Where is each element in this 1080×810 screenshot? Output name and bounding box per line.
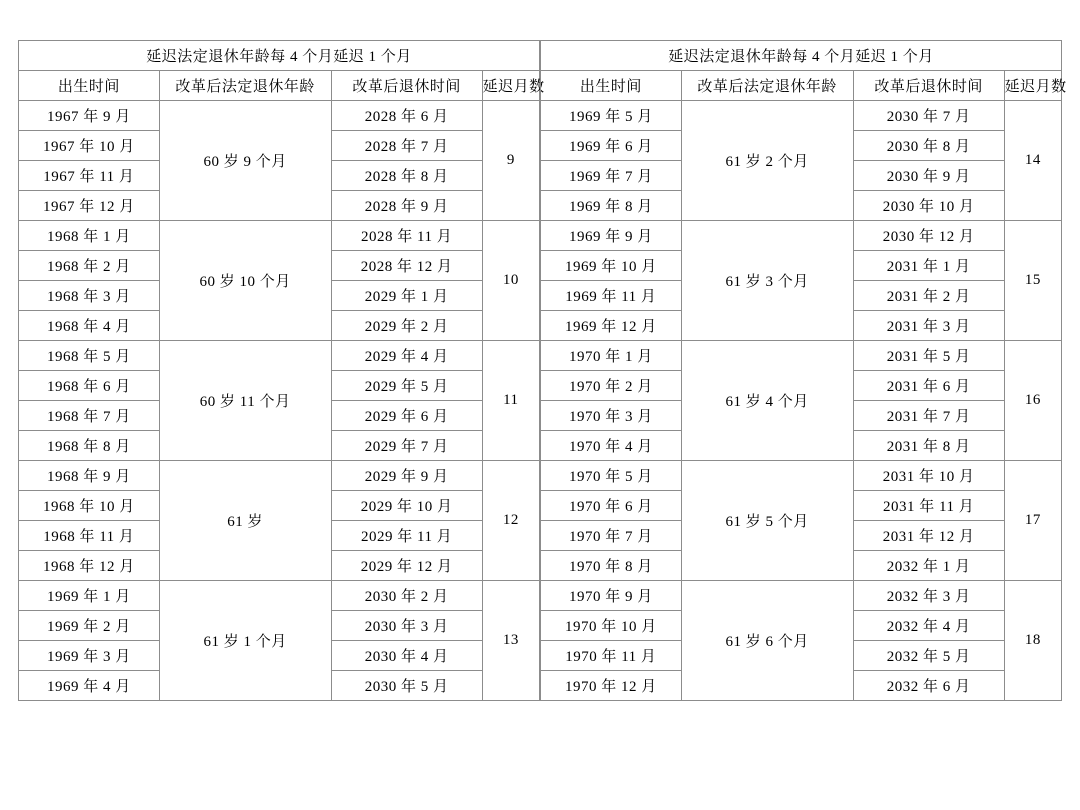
cell-birth: 1967 年 12 月 — [19, 191, 160, 221]
cell-retire: 2030 年 3 月 — [331, 611, 482, 641]
cell-retire: 2031 年 5 月 — [853, 341, 1004, 371]
cell-retire: 2031 年 7 月 — [853, 401, 1004, 431]
cell-retire: 2029 年 5 月 — [331, 371, 482, 401]
cell-delay: 15 — [1004, 221, 1061, 341]
cell-age: 60 岁 11 个月 — [159, 341, 331, 461]
table-header-row — [541, 71, 1062, 101]
cell-birth: 1970 年 1 月 — [541, 341, 682, 371]
cell-age: 61 岁 — [159, 461, 331, 581]
table-row — [19, 581, 540, 611]
cell-age: 61 岁 2 个月 — [681, 101, 853, 221]
cell-retire: 2032 年 4 月 — [853, 611, 1004, 641]
table-row — [541, 581, 1062, 611]
cell-age: 61 岁 5 个月 — [681, 461, 853, 581]
cell-retire: 2032 年 5 月 — [853, 641, 1004, 671]
cell-birth: 1970 年 2 月 — [541, 371, 682, 401]
schedule-table-right-container — [540, 40, 1067, 796]
cell-age: 60 岁 10 个月 — [159, 221, 331, 341]
cell-retire: 2029 年 11 月 — [331, 521, 482, 551]
cell-retire: 2031 年 12 月 — [853, 521, 1004, 551]
cell-retire: 2029 年 4 月 — [331, 341, 482, 371]
cell-retire: 2030 年 5 月 — [331, 671, 482, 701]
cell-birth: 1969 年 11 月 — [541, 281, 682, 311]
cell-delay: 16 — [1004, 341, 1061, 461]
cell-delay: 14 — [1004, 101, 1061, 221]
cell-birth: 1969 年 2 月 — [19, 611, 160, 641]
cell-retire: 2031 年 8 月 — [853, 431, 1004, 461]
cell-retire: 2031 年 10 月 — [853, 461, 1004, 491]
cell-retire: 2028 年 9 月 — [331, 191, 482, 221]
cell-retire: 2029 年 10 月 — [331, 491, 482, 521]
column-header-retire: 改革后退休时间 — [853, 71, 1004, 101]
cell-retire: 2032 年 1 月 — [853, 551, 1004, 581]
table-row — [541, 341, 1062, 371]
cell-birth: 1968 年 1 月 — [19, 221, 160, 251]
cell-age: 61 岁 6 个月 — [681, 581, 853, 701]
cell-birth: 1968 年 4 月 — [19, 311, 160, 341]
cell-birth: 1969 年 1 月 — [19, 581, 160, 611]
table-row — [541, 221, 1062, 251]
cell-retire: 2028 年 6 月 — [331, 101, 482, 131]
cell-birth: 1969 年 8 月 — [541, 191, 682, 221]
cell-retire: 2029 年 12 月 — [331, 551, 482, 581]
cell-retire: 2030 年 12 月 — [853, 221, 1004, 251]
cell-birth: 1968 年 9 月 — [19, 461, 160, 491]
table-row — [19, 221, 540, 251]
cell-birth: 1970 年 5 月 — [541, 461, 682, 491]
table-row — [19, 461, 540, 491]
cell-birth: 1968 年 11 月 — [19, 521, 160, 551]
cell-birth: 1969 年 12 月 — [541, 311, 682, 341]
cell-birth: 1969 年 5 月 — [541, 101, 682, 131]
cell-retire: 2029 年 6 月 — [331, 401, 482, 431]
cell-age: 61 岁 4 个月 — [681, 341, 853, 461]
column-header-delay: 延迟月数 — [1004, 71, 1061, 101]
cell-birth: 1967 年 11 月 — [19, 161, 160, 191]
cell-retire: 2029 年 1 月 — [331, 281, 482, 311]
cell-retire: 2030 年 4 月 — [331, 641, 482, 671]
cell-retire: 2032 年 6 月 — [853, 671, 1004, 701]
cell-retire: 2032 年 3 月 — [853, 581, 1004, 611]
cell-birth: 1970 年 9 月 — [541, 581, 682, 611]
column-header-birth: 出生时间 — [19, 71, 160, 101]
cell-birth: 1969 年 7 月 — [541, 161, 682, 191]
cell-birth: 1970 年 12 月 — [541, 671, 682, 701]
cell-retire: 2029 年 7 月 — [331, 431, 482, 461]
cell-birth: 1968 年 10 月 — [19, 491, 160, 521]
cell-retire: 2030 年 8 月 — [853, 131, 1004, 161]
cell-birth: 1969 年 10 月 — [541, 251, 682, 281]
cell-retire: 2028 年 8 月 — [331, 161, 482, 191]
table-title-row — [19, 41, 540, 71]
cell-retire: 2030 年 9 月 — [853, 161, 1004, 191]
cell-delay: 18 — [1004, 581, 1061, 701]
cell-retire: 2030 年 10 月 — [853, 191, 1004, 221]
table-title: 延迟法定退休年龄每 4 个月延迟 1 个月 — [19, 41, 540, 71]
cell-retire: 2031 年 11 月 — [853, 491, 1004, 521]
cell-birth: 1970 年 11 月 — [541, 641, 682, 671]
cell-birth: 1969 年 6 月 — [541, 131, 682, 161]
schedule-table-right — [540, 40, 1067, 701]
cell-birth: 1968 年 7 月 — [19, 401, 160, 431]
cell-retire: 2029 年 2 月 — [331, 311, 482, 341]
cell-birth: 1970 年 8 月 — [541, 551, 682, 581]
cell-birth: 1968 年 6 月 — [19, 371, 160, 401]
column-header-age: 改革后法定退休年龄 — [681, 71, 853, 101]
table-body-left — [19, 101, 540, 701]
schedule-table-left-container — [18, 40, 545, 796]
cell-age: 60 岁 9 个月 — [159, 101, 331, 221]
table-row — [541, 461, 1062, 491]
schedule-table-left — [18, 40, 545, 701]
table-title-row — [541, 41, 1062, 71]
cell-birth: 1969 年 3 月 — [19, 641, 160, 671]
cell-birth: 1967 年 9 月 — [19, 101, 160, 131]
table-body-right — [541, 101, 1062, 701]
cell-retire: 2028 年 11 月 — [331, 221, 482, 251]
cell-retire: 2028 年 7 月 — [331, 131, 482, 161]
cell-retire: 2031 年 6 月 — [853, 371, 1004, 401]
table-header-row — [19, 71, 540, 101]
cell-birth: 1968 年 2 月 — [19, 251, 160, 281]
table-row — [19, 101, 540, 131]
column-header-age: 改革后法定退休年龄 — [159, 71, 331, 101]
cell-birth: 1968 年 3 月 — [19, 281, 160, 311]
cell-age: 61 岁 3 个月 — [681, 221, 853, 341]
cell-birth: 1968 年 8 月 — [19, 431, 160, 461]
cell-birth: 1968 年 5 月 — [19, 341, 160, 371]
cell-retire: 2031 年 1 月 — [853, 251, 1004, 281]
cell-retire: 2031 年 3 月 — [853, 311, 1004, 341]
cell-birth: 1970 年 4 月 — [541, 431, 682, 461]
cell-birth: 1970 年 10 月 — [541, 611, 682, 641]
cell-retire: 2031 年 2 月 — [853, 281, 1004, 311]
column-header-retire: 改革后退休时间 — [331, 71, 482, 101]
cell-retire: 2030 年 7 月 — [853, 101, 1004, 131]
cell-birth: 1970 年 6 月 — [541, 491, 682, 521]
cell-retire: 2029 年 9 月 — [331, 461, 482, 491]
cell-birth: 1970 年 7 月 — [541, 521, 682, 551]
cell-birth: 1970 年 3 月 — [541, 401, 682, 431]
cell-delay: 9 — [482, 101, 539, 221]
table-title: 延迟法定退休年龄每 4 个月延迟 1 个月 — [541, 41, 1062, 71]
cell-age: 61 岁 1 个月 — [159, 581, 331, 701]
cell-birth: 1967 年 10 月 — [19, 131, 160, 161]
table-row — [19, 341, 540, 371]
table-row — [541, 101, 1062, 131]
column-header-birth: 出生时间 — [541, 71, 682, 101]
cell-retire: 2030 年 2 月 — [331, 581, 482, 611]
cell-birth: 1969 年 4 月 — [19, 671, 160, 701]
cell-delay: 13 — [482, 581, 539, 701]
cell-delay: 12 — [482, 461, 539, 581]
column-header-delay: 延迟月数 — [482, 71, 539, 101]
cell-delay: 11 — [482, 341, 539, 461]
cell-delay: 10 — [482, 221, 539, 341]
cell-retire: 2028 年 12 月 — [331, 251, 482, 281]
cell-birth: 1968 年 12 月 — [19, 551, 160, 581]
cell-birth: 1969 年 9 月 — [541, 221, 682, 251]
cell-delay: 17 — [1004, 461, 1061, 581]
